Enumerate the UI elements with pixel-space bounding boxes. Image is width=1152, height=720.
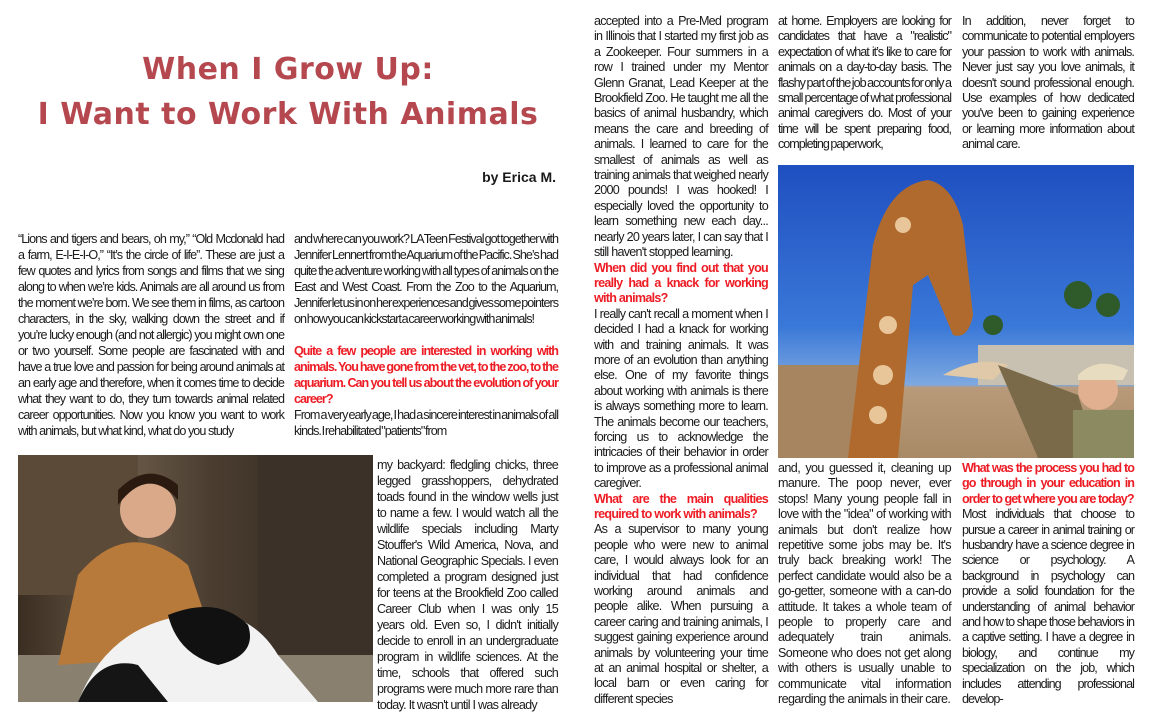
answer-2: I really can't recall a moment when I decided I had a knack for working with and training animals. It was more of an evolution than anything else. One of my favorite things about working with animals is there is always something more to learn. The animals become our teachers, forcing us to acknowledge the intricacies of their behavior in order to improve as a professional animal caregiver. xyxy=(594,306,768,491)
answer-3-addition: In addition, never forget to communicate to potential employers your passion to work with animals. Never just say you love animals, it doesn't sound professional enough. Use examples of how dedicated you've been to gaining experience or learning more information about animal care. xyxy=(962,14,1134,152)
column-5-top xyxy=(962,14,1134,153)
answer-1-end: accepted into a Pre-Med program in Illinois that I started my first job as a Zookeeper. Four summers in a row I trained under my Mentor Glenn Granat, Lead Keeper at the Brookfield Zoo. He taught me all the basics of animal husbandry, which means the care and breeding of animals. I learned to care for the smallest of animals as well as training animals that weighed nearly 2000 pounds! I was hooked! I especially loved the opportunity to learn something new each day... nearly 20 years later, I can say that I still haven't stopped learning. xyxy=(594,14,768,260)
answer-3-start: As a supervisor to many young people who were new to animal care, I would always look for an individual that had confidence working around animals and people alike. When pursuing a career caring and training animals, I suggest gaining experience around animals by volunteering your time at an animal hospital or shelter, a local barn or even caring for different species xyxy=(594,522,768,706)
column-4-top xyxy=(778,14,951,153)
question-1: Quite a few people are interested in working with animals. You have gone from the vet, to the zoo, to the aquarium. Can you tell us about the evolution of your career? xyxy=(294,344,558,406)
answer-1-start: From a very early age, I had a sincere interest in animals of all kinds. I rehabilitated "patients" from xyxy=(294,408,558,438)
column-4-bottom xyxy=(778,461,951,708)
answer-3-end: and, you guessed it, cleaning up manure. The poop never, ever stops! Many young people fall in love with the "idea" of working with animals but don't realize how repetitive some jobs may be. It's truly back breaking work! The perfect candidate would also be a go-getter, someone with a can-do attitude. It takes a whole team of people to properly care and adequately train animals. Someone who does not get along with others is usually unable to communicate vital information regarding the animals in their care. xyxy=(778,461,951,707)
column-1 xyxy=(18,231,284,439)
article-title-line1: When I Grow Up: xyxy=(142,52,434,87)
column-2-continued xyxy=(377,457,558,713)
column-5-bottom xyxy=(962,461,1134,708)
question-4: What was the process you had to go through in your education in order to get where you are today? xyxy=(962,461,1134,506)
photo-giraffe-feeding xyxy=(778,165,1134,458)
article-title-line2: I Want to Work With Animals xyxy=(37,97,539,132)
byline: by Erica M. xyxy=(482,169,556,185)
answer-4: Most individuals that choose to pursue a career in animal training or husbandry have a science degree in science or psychology. A background in psychology can provide a solid foundation for the understanding of animal behavior and how to shape those behaviors in a captive setting. I have a degree in biology, and continue my specialization on the job, which includes attending professional develop- xyxy=(962,507,1134,707)
column-3 xyxy=(594,14,768,707)
column-2 xyxy=(294,231,558,439)
answer-1-continued: my backyard: fledgling chicks, three legged grasshoppers, dehydrated toads found in the window wells just to name a few. I would watch all the wildlife specials including Marty Stouffer's Wild America, Nova, and National Geographic Specials. I even completed a program designed just for teens at the Brookfield Zoo called Career Club when I was only 15 years old. Even so, I didn't initially decide to enroll in an undergraduate program in wildlife sciences. At the time, schools that offered such programs were much more rare than today. It wasn't until I was already xyxy=(377,458,558,712)
question-3: What are the main qualities required to work with animals? xyxy=(594,491,768,521)
intro-paragraph-continued: and where can you work? LA Teen Festival got together with Jennifer Lennert from the Aquarium of the Pacific. She’s had quite the adventure working with all types of animals on the East and West Coast. From the Zoo to the Aquarium, Jennifer let us in on her experiences and gives some pointers on how you can kickstart a career working with animals! xyxy=(294,232,558,326)
intro-paragraph: “Lions and tigers and bears, oh my,” “Old Mcdonald had a farm, E-I-E-I-O,” “It’s the circle of life”. These are just a few quotes and lyrics from songs and films that we sing along to when we’re kids. Animals are all around us from the moment we’re born. We see them in films, as cartoon characters, in the sky, walking down the street and if you’re lucky enough (and not allergic) you might own one or two yourself. Some people are fascinated with and have a true love and passion for being around animals at an early age and therefore, when it comes time to decide what they want to do, they turn towards animal related career opportunities. Now you know you want to work with animals, but what kind, what do you study xyxy=(18,232,284,438)
question-2: When did you find out that you really had a knack for working with animals? xyxy=(594,260,768,306)
answer-3-continued: at home. Employers are looking for candidates that have a "realistic" expectation of what it’s like to care for animals on a day-to-day basis. The flashy part of the job accounts for only a small percentage of what professional animal caregivers do. Most of your time will be spent preparing food, completing paperwork, xyxy=(778,14,951,152)
photo-woman-with-dog xyxy=(18,455,373,702)
